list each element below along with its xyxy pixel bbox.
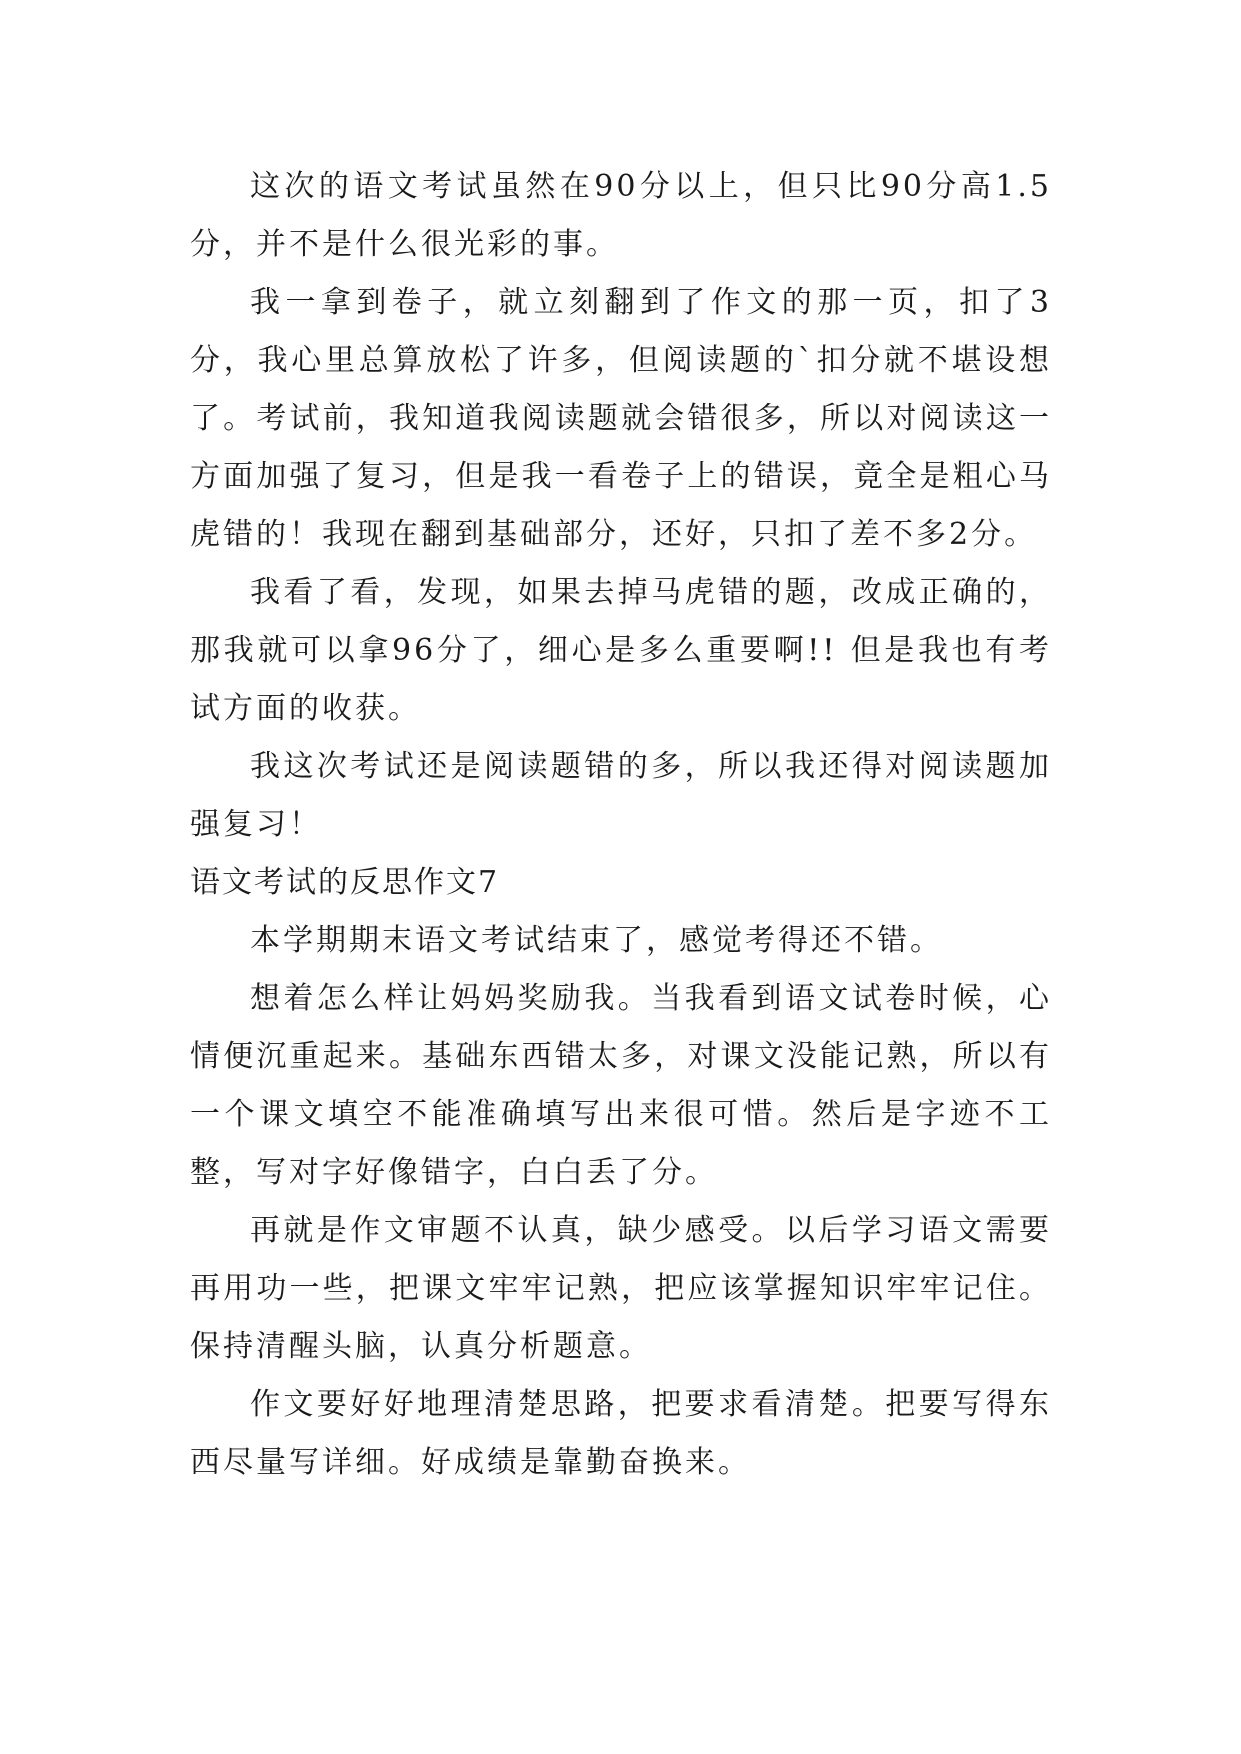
paragraph: 我看了看，发现，如果去掉马虎错的题，改成正确的，那我就可以拿96分了，细心是多么重要啊!! 但是我也有考试方面的收获。 [190,575,1052,726]
paragraph: 本学期期末语文考试结束了，感觉考得还不错。 [250,923,943,958]
section-title: 语文考试的反思作文7 [190,865,500,900]
paragraph: 我这次考试还是阅读题错的多，所以我还得对阅读题加强复习！ [190,749,1052,842]
paragraph: 这次的语文考试虽然在90分以上，但只比90分高1.5分，并不是什么很光彩的事。 [190,169,1052,262]
document-body [190,158,1052,1492]
paragraph: 再就是作文审题不认真，缺少感受。以后学习语文需要再用功一些，把课文牢牢记熟，把应该掌握知识牢牢记住。保持清醒头脑，认真分析题意。 [190,1213,1052,1364]
paragraph: 作文要好好地理清楚思路，把要求看清楚。把要写得东西尽量写详细。好成绩是靠勤奋换来。 [190,1387,1052,1480]
paragraph: 我一拿到卷子，就立刻翻到了作文的那一页，扣了3分，我心里总算放松了许多，但阅读题的`扣分就不堪设想了。考试前，我知道我阅读题就会错很多，所以对阅读这一方面加强了复习，但是我一看卷子上的错误，竟全是粗心马虎错的！我现在翻到基础部分，还好，只扣了差不多2分。 [190,285,1052,552]
paragraph: 想着怎么样让妈妈奖励我。当我看到语文试卷时候，心情便沉重起来。基础东西错太多，对课文没能记熟，所以有一个课文填空不能准确填写出来很可惜。然后是字迹不工整，写对字好像错字，白白丢了分。 [190,981,1052,1190]
